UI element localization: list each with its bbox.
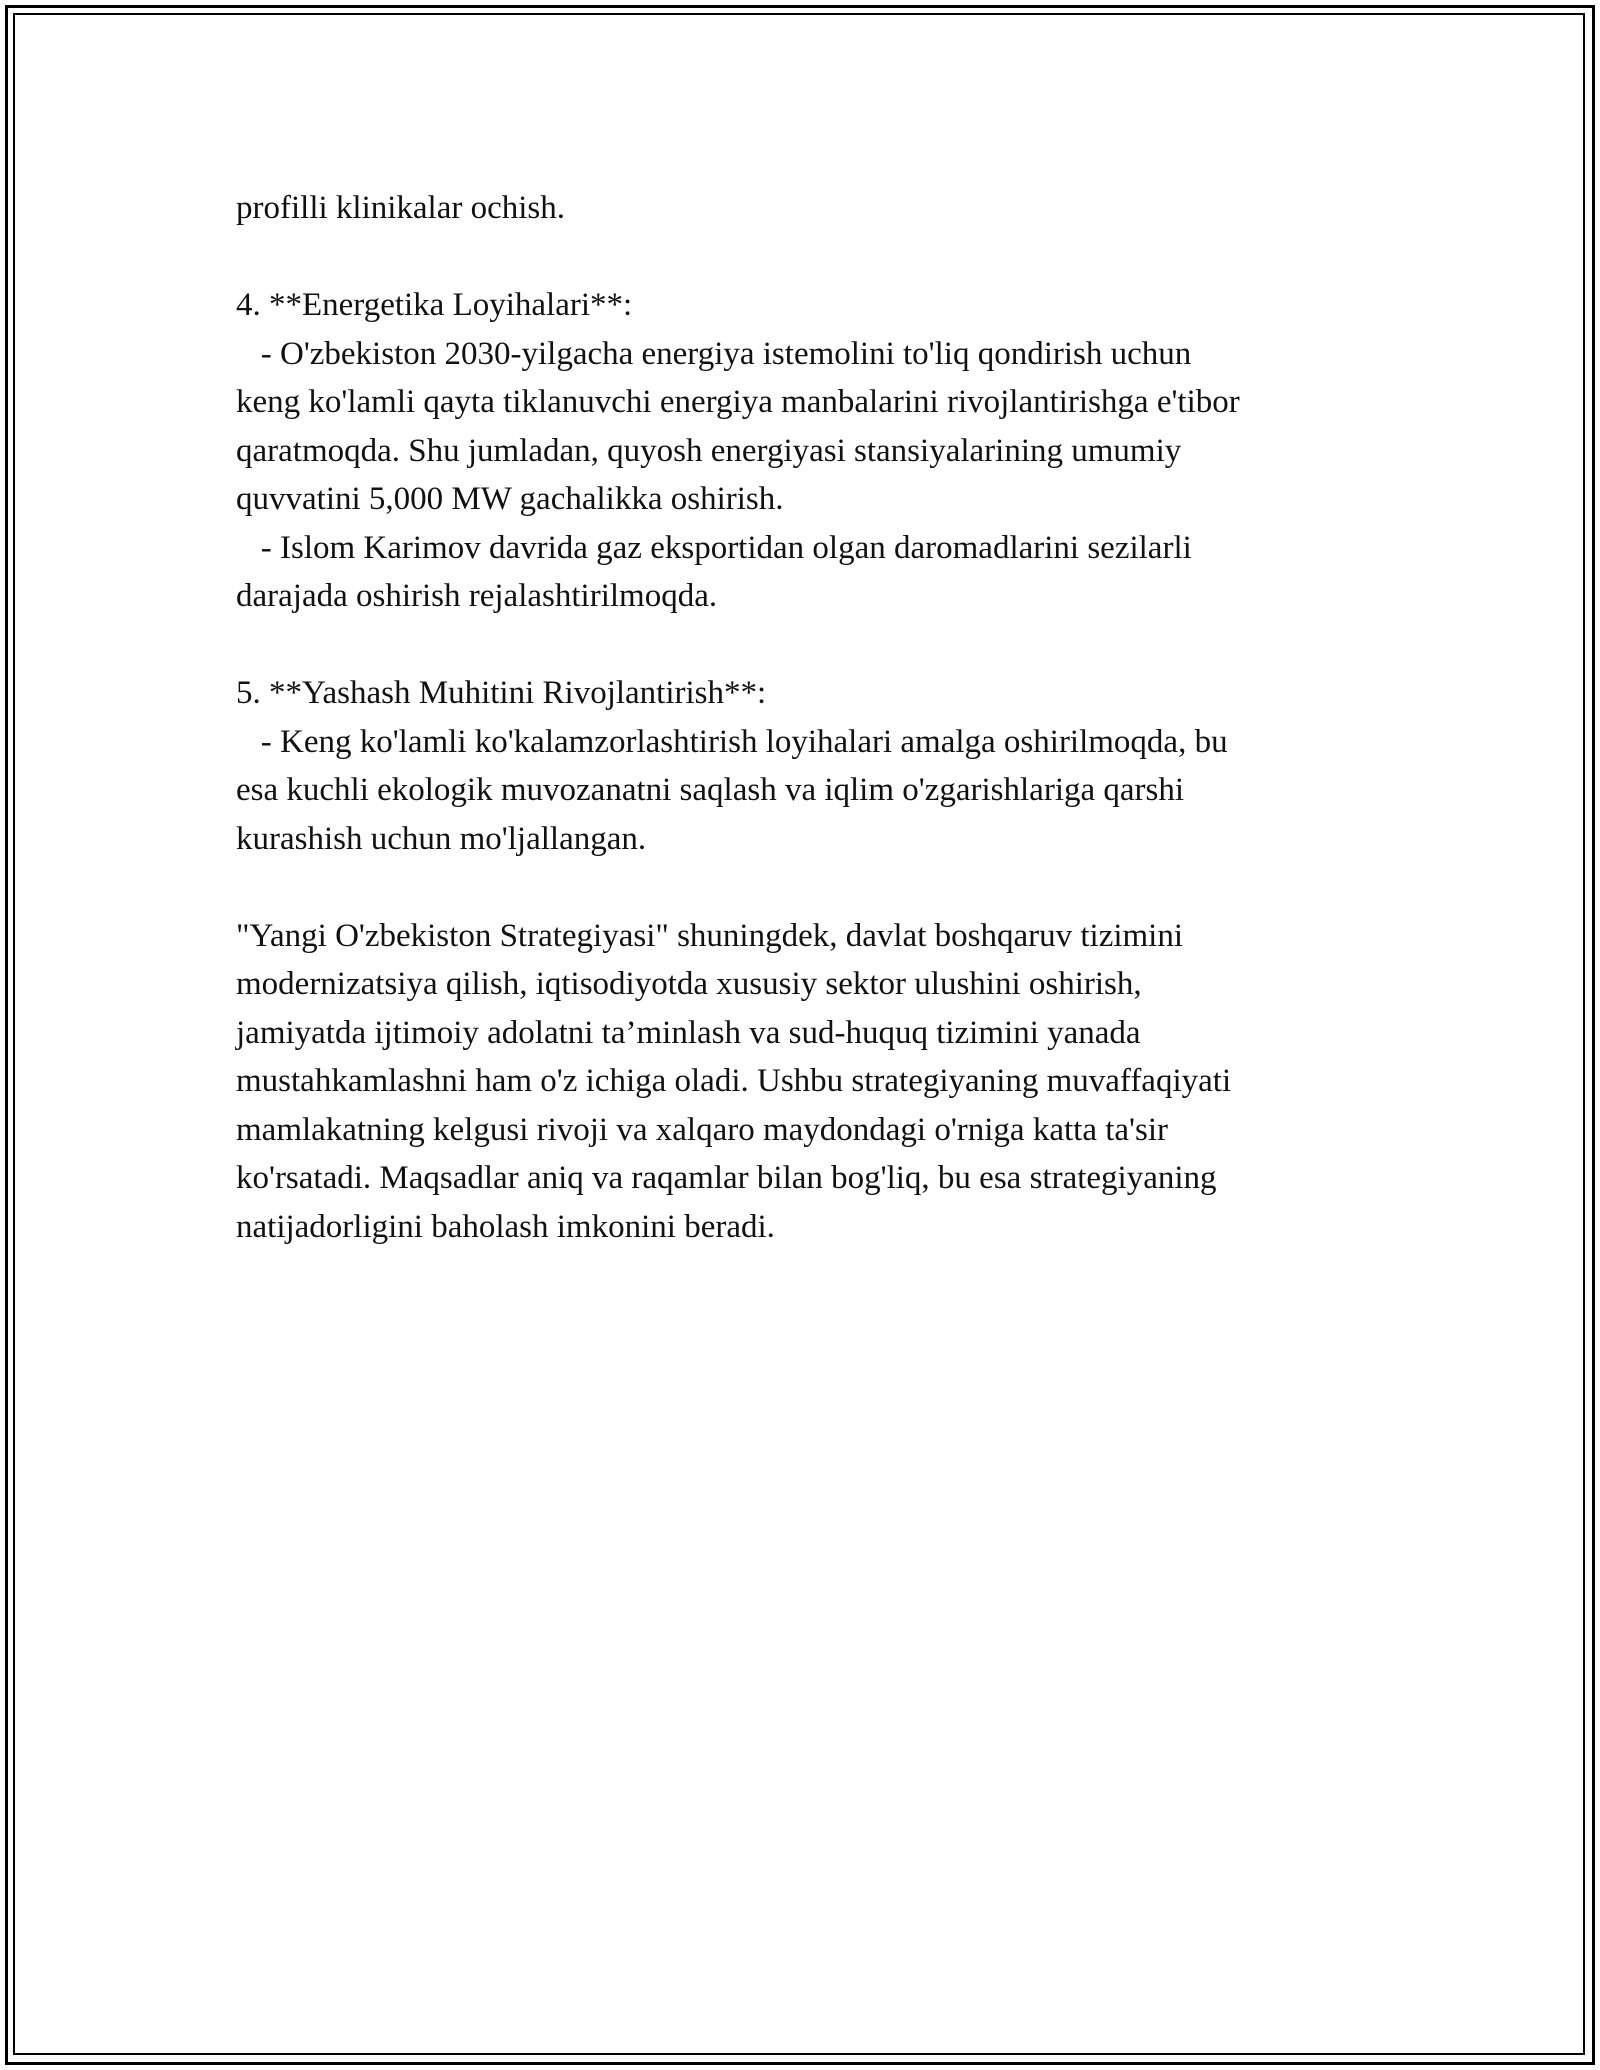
conclusion-line-7: natijadorligini baholash imkonini beradi. — [236, 1208, 775, 1245]
section-4-bullet-2-line-2: darajada oshirish rejalashtirilmoqda. — [236, 578, 718, 614]
section-5-heading: 5. **Yashash Muhitini Rivojlantirish**: — [236, 675, 767, 711]
conclusion-line-5: mamlakatning kelgusi rivoji va xalqaro maydondagi o'rniga katta ta'sir — [236, 1111, 1168, 1148]
conclusion-line-1: "Yangi O'zbekiston Strategiyasi" shuningdek, davlat boshqaruv tizimini — [236, 917, 1184, 954]
section-5-bullet-1-line-3: kurashish uchun mo'ljallangan. — [236, 820, 647, 857]
intro-line: profilli klinikalar ochish. — [236, 190, 566, 226]
section-4-bullet-1-line-3: qaratmoqda. Shu jumladan, quyosh energiyasi stansiyalarining umumiy — [236, 432, 1182, 469]
conclusion-line-2: modernizatsiya qilish, iqtisodiyotda xususiy sektor ulushini oshirish, — [236, 966, 1142, 1002]
conclusion-line-3: jamiyatda ijtimoiy adolatni ta’minlash va sud-huquq tizimini yanada — [236, 1014, 1141, 1051]
spacer — [236, 233, 1376, 282]
section-4-bullet-2-line-1: - Islom Karimov davrida gaz eksportidan olgan daromadlarini sezilarli — [236, 529, 1192, 566]
section-4-bullet-1-line-2: keng ko'lamli qayta tiklanuvchi energiya manbalarini rivojlantirishga e'tibor — [236, 384, 1240, 420]
spacer — [236, 621, 1376, 670]
section-5-bullet-1-line-1: - Keng ko'lamli ko'kalamzorlashtirish loyihalari amalga oshirilmoqda, bu — [236, 723, 1228, 760]
section-4-bullet-1-line-4: quvvatini 5,000 MW gachalikka oshirish. — [236, 481, 784, 517]
section-5-bullet-1-line-2: esa kuchli ekologik muvozanatni saqlash va iqlim o'zgarishlariga qarshi — [236, 772, 1185, 808]
document-body — [236, 184, 1376, 1251]
conclusion-line-4: mustahkamlashni ham o'z ichiga oladi. Ushbu strategiyaning muvaffaqiyati — [236, 1063, 1232, 1099]
section-4-bullet-1-line-1: - O'zbekiston 2030-yilgacha energiya istemolini to'liq qondirish uchun — [236, 335, 1192, 372]
section-4-heading: 4. **Energetika Loyihalari**: — [236, 287, 633, 323]
spacer — [236, 863, 1376, 912]
conclusion-line-6: ko'rsatadi. Maqsadlar aniq va raqamlar bilan bog'liq, bu esa strategiyaning — [236, 1160, 1217, 1196]
